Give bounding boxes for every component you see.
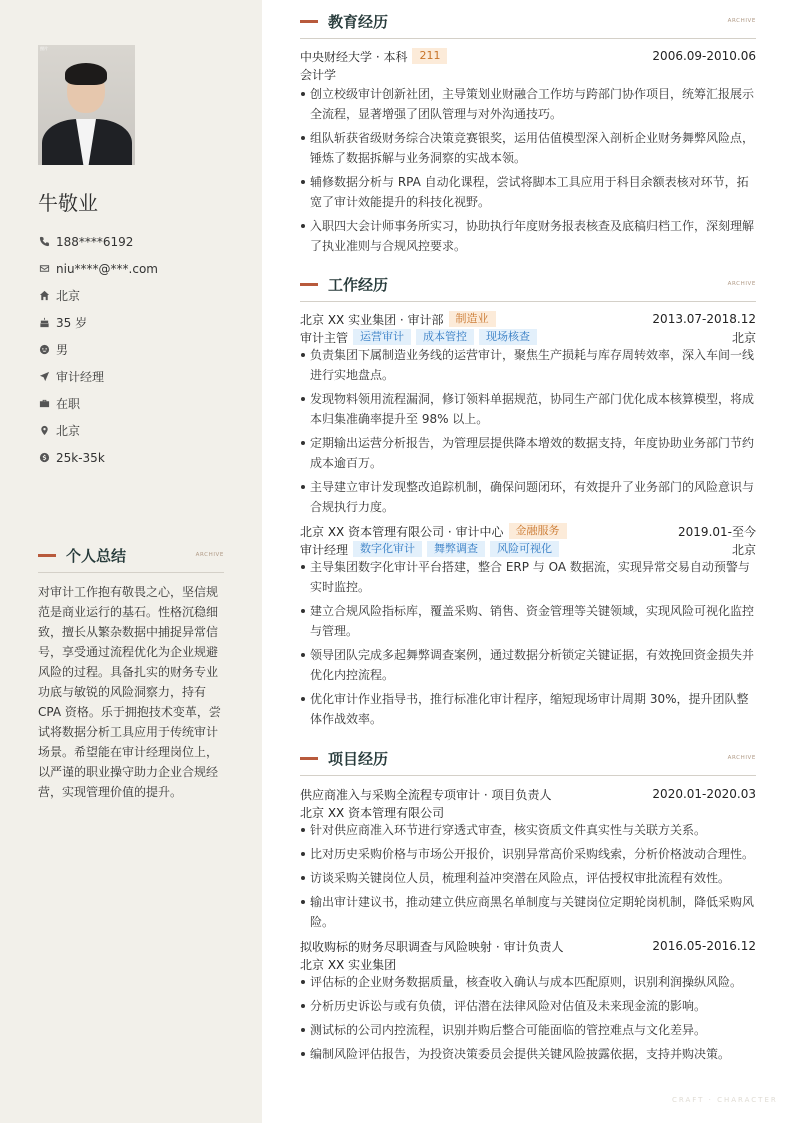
person-name: 牛敬业 bbox=[38, 191, 98, 215]
sidebar bbox=[0, 0, 262, 1123]
list-item: 定期输出运营分析报告，为管理层提供降本增效的数据支持，年度协助业务部门节约成本逾百万。 bbox=[300, 433, 756, 473]
projects-title: 项目经历 bbox=[328, 750, 389, 768]
job-period: 2019.01-至今 bbox=[678, 524, 756, 539]
section-accent-bar bbox=[38, 554, 56, 557]
education-bullets bbox=[300, 84, 756, 260]
info-phone bbox=[38, 228, 158, 255]
list-item: 编制风险评估报告，为投资决策委员会提供关键风险披露依据，支持并购决策。 bbox=[300, 1044, 756, 1064]
list-item: 访谈采购关键岗位人员，梳理利益冲突潜在风险点，评估授权审批流程有效性。 bbox=[300, 868, 756, 888]
email-value: niu****@***.com bbox=[56, 261, 158, 276]
send-icon bbox=[38, 371, 50, 383]
education-entry-header bbox=[300, 47, 756, 65]
job-header bbox=[300, 522, 756, 540]
gender-value: 男 bbox=[56, 343, 69, 357]
project-org-row bbox=[300, 955, 756, 973]
industry-tag: 制造业 bbox=[449, 311, 496, 327]
watermark: CRAFT · CHARACTER bbox=[672, 1096, 778, 1104]
photo-hair bbox=[65, 63, 107, 85]
briefcase-icon bbox=[38, 398, 50, 410]
list-item: 辅修数据分析与 RPA 自动化课程，尝试将脚本工具应用于科目余额表核对环节，拓宽了审计效能提升的科技化视野。 bbox=[300, 172, 756, 212]
job-role: 审计经理 bbox=[300, 542, 349, 557]
photo-label: 照片 bbox=[40, 46, 48, 51]
skill-tag: 现场核查 bbox=[479, 329, 537, 345]
list-item: 负责集团下属制造业务线的运营审计，聚焦生产损耗与库存周转效率，深入车间一线进行实地盘点。 bbox=[300, 345, 756, 385]
phone-value: 188****6192 bbox=[56, 234, 134, 249]
contact-info bbox=[38, 228, 158, 471]
project-period: 2020.01-2020.03 bbox=[652, 787, 756, 801]
school-name: 中央财经大学 · 本科 bbox=[300, 49, 408, 64]
list-item: 发现物料领用流程漏洞，修订领料单据规范，协同生产部门优化成本核算模型，将成本归集准确率提升至 98% 以上。 bbox=[300, 389, 756, 429]
phone-icon bbox=[38, 236, 50, 248]
list-item: 优化审计作业指导书，推行标准化审计程序，缩短现场审计周期 30%，提升团队整体作战效率。 bbox=[300, 689, 756, 729]
work-header bbox=[300, 274, 756, 302]
skill-tag: 风险可视化 bbox=[490, 541, 559, 557]
job-city: 北京 bbox=[731, 542, 756, 557]
list-item: 分析历史诉讼与或有负债，评估潜在法律风险对估值及未来现金流的影响。 bbox=[300, 996, 756, 1016]
project-name: 供应商准入与采购全流程专项审计 · 项目负责人 bbox=[300, 787, 552, 802]
section-accent-bar bbox=[300, 757, 318, 760]
list-item: 主导集团数字化审计平台搭建，整合 ERP 与 OA 数据流，实现异常交易自动预警与实时监控。 bbox=[300, 557, 756, 597]
project-bullets bbox=[300, 820, 756, 936]
pin-icon bbox=[38, 425, 50, 437]
skill-tag: 成本管控 bbox=[416, 329, 474, 345]
project-name: 拟收购标的财务尽职调查与风险映射 · 审计负责人 bbox=[300, 939, 564, 954]
list-item: 针对供应商准入环节进行穿透式审查，核实资质文件真实性与关联方关系。 bbox=[300, 820, 756, 840]
list-item: 领导团队完成多起舞弊调查案例，通过数据分析锁定关键证据，有效挽回资金损失并优化内控流程。 bbox=[300, 645, 756, 685]
info-city bbox=[38, 417, 158, 444]
info-email bbox=[38, 255, 158, 282]
list-item: 主导建立审计发现整改追踪机制，确保问题闭环，有效提升了业务部门的风险意识与合规执行力度。 bbox=[300, 477, 756, 517]
education-major-row bbox=[300, 65, 756, 83]
education-period: 2006.09-2010.06 bbox=[652, 49, 756, 63]
skill-tag: 数字化审计 bbox=[353, 541, 422, 557]
list-item: 创立校级审计创新社团，主导策划业财融合工作坊与跨部门协作项目，统筹汇报展示全流程，显著增强了团队管理与对外沟通技巧。 bbox=[300, 84, 756, 124]
project-org: 北京 XX 资本管理有限公司 bbox=[300, 805, 445, 820]
project-bullets bbox=[300, 972, 756, 1068]
job-period: 2013.07-2018.12 bbox=[652, 312, 756, 326]
industry-tag: 金融服务 bbox=[509, 523, 567, 539]
home-icon bbox=[38, 290, 50, 302]
position-value: 审计经理 bbox=[56, 370, 105, 384]
list-item: 建立合规风险指标库，覆盖采购、销售、资金管理等关键领域，实现风险可视化监控与管理。 bbox=[300, 601, 756, 641]
archive-label: ARCHIVE bbox=[727, 755, 756, 761]
school-tag: 211 bbox=[412, 48, 447, 64]
skill-tag: 运营审计 bbox=[353, 329, 411, 345]
location-value: 北京 bbox=[56, 289, 81, 303]
education-title: 教育经历 bbox=[328, 13, 389, 31]
archive-label: ARCHIVE bbox=[195, 552, 224, 558]
section-accent-bar bbox=[300, 283, 318, 286]
list-item: 比对历史采购价格与市场公开报价，识别异常高价采购线索，分析价格波动合理性。 bbox=[300, 844, 756, 864]
job-role: 审计主管 bbox=[300, 330, 349, 345]
archive-label: ARCHIVE bbox=[727, 18, 756, 24]
summary-text: 对审计工作抱有敬畏之心，坚信规范是商业运行的基石。性格沉稳细致，擅长从繁杂数据中捕捉异常信号，享受通过流程优化为企业规避风险的过程。具备扎实的财务专业功底与敏锐的风险洞察力，持有 CPA 资格。乐于拥抱技术变革，尝试将数据分析工具应用于传统审计场景。希望能在审计经理岗位上，以严谨的职业操守助力企业合规经营，实现管理价值的提升。 bbox=[38, 585, 221, 799]
major-name: 会计学 bbox=[300, 67, 337, 82]
age-value: 35 岁 bbox=[56, 316, 88, 330]
list-item: 组队斩获省级财务综合决策竞赛银奖，运用估值模型深入剖析企业财务舞弊风险点，锤炼了数据拆解与业务洞察的实战本领。 bbox=[300, 128, 756, 168]
project-org: 北京 XX 实业集团 bbox=[300, 957, 397, 972]
list-item: 入职四大会计师事务所实习，协助执行年度财务报表核查及底稿归档工作，深刻理解了执业准则与合规风控要求。 bbox=[300, 216, 756, 256]
job-role-row bbox=[300, 540, 756, 558]
info-gender bbox=[38, 336, 158, 363]
job-company: 北京 XX 实业集团 · 审计部 bbox=[300, 312, 444, 327]
summary-title: 个人总结 bbox=[66, 547, 127, 565]
info-status bbox=[38, 390, 158, 417]
project-period: 2016.05-2016.12 bbox=[652, 939, 756, 953]
list-item: 输出审计建议书，推动建立供应商黑名单制度与关键岗位定期轮岗机制，降低采购风险。 bbox=[300, 892, 756, 932]
city-value: 北京 bbox=[56, 424, 81, 438]
project-header bbox=[300, 937, 756, 955]
job-bullets bbox=[300, 345, 756, 521]
status-value: 在职 bbox=[56, 397, 81, 411]
project-org-row bbox=[300, 803, 756, 821]
job-bullets bbox=[300, 557, 756, 733]
work-title: 工作经历 bbox=[328, 276, 389, 294]
info-salary bbox=[38, 444, 158, 471]
skill-tag: 舞弊调查 bbox=[427, 541, 485, 557]
job-role-row bbox=[300, 328, 756, 346]
section-accent-bar bbox=[300, 20, 318, 23]
job-city: 北京 bbox=[731, 330, 756, 345]
info-position bbox=[38, 363, 158, 390]
list-item: 评估标的企业财务数据质量，核查收入确认与成本匹配原则，识别利润操纵风险。 bbox=[300, 972, 756, 992]
archive-label: ARCHIVE bbox=[727, 281, 756, 287]
profile-photo bbox=[38, 45, 135, 165]
project-header bbox=[300, 785, 756, 803]
mail-icon bbox=[38, 263, 50, 275]
info-location bbox=[38, 282, 158, 309]
summary-header bbox=[38, 545, 224, 573]
job-company: 北京 XX 资本管理有限公司 · 审计中心 bbox=[300, 524, 504, 539]
education-header bbox=[300, 11, 756, 39]
list-item: 测试标的公司内控流程，识别并购后整合可能面临的管控难点与文化差异。 bbox=[300, 1020, 756, 1040]
coin-icon bbox=[38, 452, 50, 464]
face-icon bbox=[38, 344, 50, 356]
job-header bbox=[300, 310, 756, 328]
projects-header bbox=[300, 748, 756, 776]
salary-value: 25k-35k bbox=[56, 450, 105, 465]
info-age bbox=[38, 309, 158, 336]
cake-icon bbox=[38, 317, 50, 329]
